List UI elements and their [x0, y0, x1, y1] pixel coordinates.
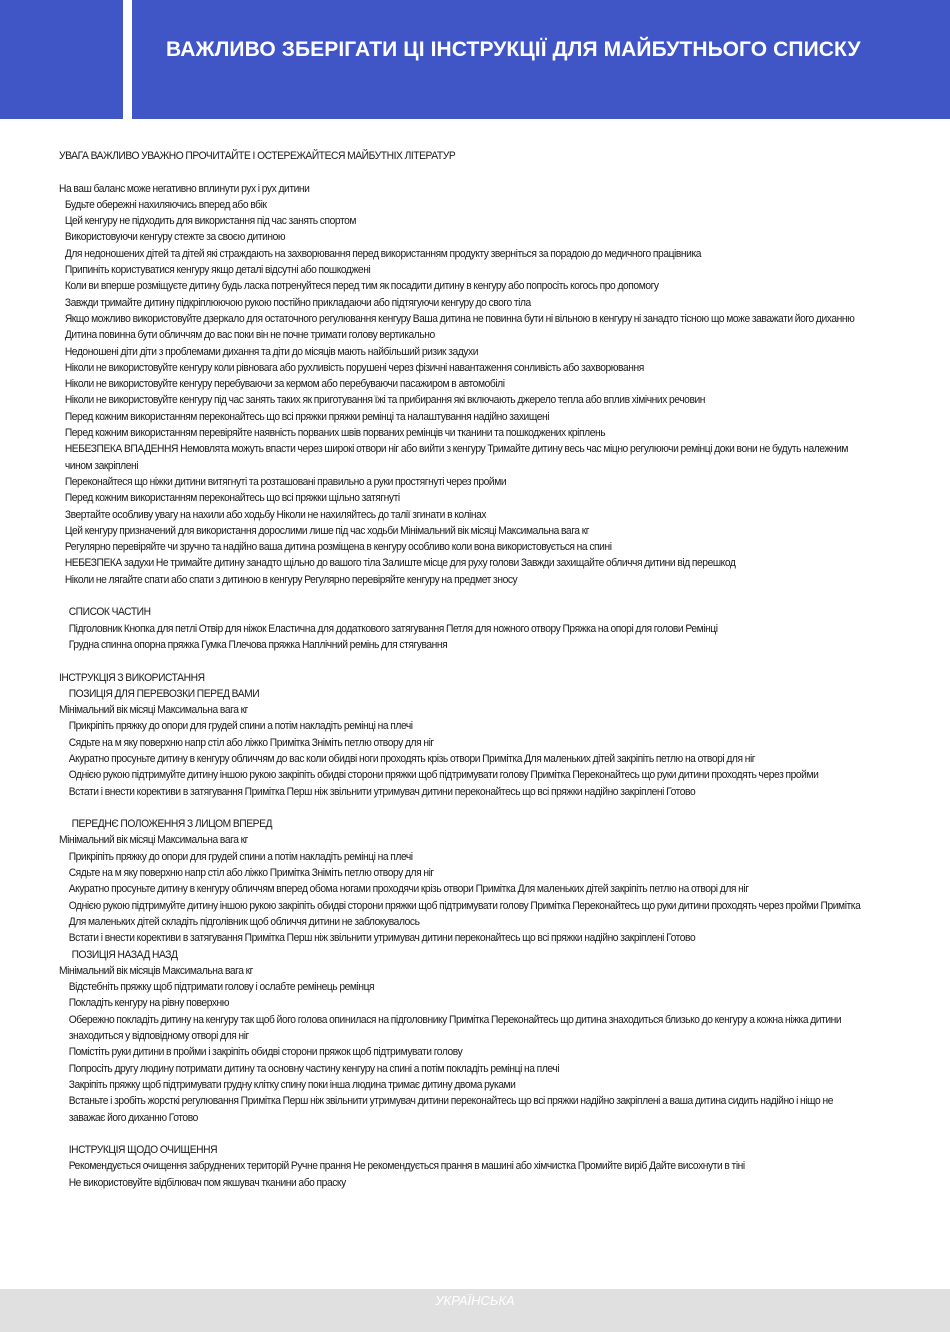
spacer — [59, 1126, 869, 1142]
front-in-step: Прикріпіть пряжку до опори для грудей спини а потім накладіть ремінці на плечі — [68, 720, 413, 733]
warning-line: Коли ви вперше розміщуєте дитину будь ласка потренуйтеся перед тим як посадити дитину в кенгуру або попросіть когось про допомогу — [64, 280, 659, 293]
front-out-step: Прикріпіть пряжку до опори для грудей спини а потім накладіть ремінці на плечі — [68, 850, 413, 863]
warning-line: Припиніть користуватися кенгуру якщо деталі відсутні або пошкоджені — [64, 264, 371, 277]
back-heading: ПОЗИЦІЯ НАЗАД НАЗД — [71, 948, 178, 961]
warning-line: Ніколи не використовуйте кенгуру коли рівновага або рухливість порушені через фізичні навантаження сонливість або захворювання — [64, 361, 644, 374]
warning-line: НЕБЕЗПЕКА задухи Не тримайте дитину занадто щільно до вашого тіла Залиште місце для руху голови Завжди захищайте обличчя дитини від перешкод — [64, 557, 736, 570]
warning-line: Для недоношених дітей та дітей які страждають на захворювання перед використанням продукту зверніться за порадою до медичного працівника — [64, 247, 702, 260]
warning-line: Ніколи не використовуйте кенгуру під час занять таких як приготування їжі та прибирання які включають джерело тепла або вплив хімічних речовин — [64, 394, 706, 407]
warning-line: Будьте обережні нахиляючись вперед або вбік — [64, 198, 267, 211]
warning-line: Ніколи не лягайте спати або спати з дитиною в кенгуру Регулярно перевіряйте кенгуру на предмет зносу — [64, 573, 518, 586]
page-title: ВАЖЛИВО ЗБЕРІГАТИ ЦІ ІНСТРУКЦІЇ ДЛЯ МАЙБУТНЬОГО СПИСКУ — [166, 38, 861, 61]
warning-line: На ваш баланс може негативно вплинути рух і рух дитини — [59, 182, 310, 195]
cleaning-line: Рекомендується очищення забруднених територій Ручне прання Не рекомендується прання в машині або хімчистка Промийте виріб Дайте висохнути в тіні — [68, 1160, 745, 1173]
front-in-heading: ПОЗИЦІЯ ДЛЯ ПЕРЕВОЗКИ ПЕРЕД ВАМИ — [68, 687, 260, 700]
front-in-step: Акуратно просуньте дитину в кенгуру обличчям до вас коли обидві ноги проходять крізь отвори Примітка Для маленьких дітей закріпіть петлю на отворі для ніг — [68, 752, 756, 765]
parts-line: Підголовник Кнопка для петлі Отвір для ніжок Еластична для додаткового затягування Петля для ножного отвору Пряжка на опорі для голови Ремінці — [68, 622, 718, 635]
front-out-limits: Мінімальний вік місяці Максимальна вага кг — [59, 834, 248, 847]
front-out-step: Встати і внести корективи в затягування Примітка Перш ніж звільнити утримувач дитини переконайтесь що всі пряжки надійно закріплені Готово — [68, 932, 696, 945]
back-step: Закріпіть пряжку щоб підтримувати грудну клітку спину поки інша людина тримає дитину двома руками — [68, 1078, 516, 1091]
front-out-heading: ПЕРЕДНЄ ПОЛОЖЕННЯ З ЛИЦОМ ВПЕРЕД — [71, 818, 273, 831]
spacer — [59, 164, 869, 180]
front-in-limits: Мінімальний вік місяці Максимальна вага кг — [59, 704, 248, 717]
spacer — [59, 588, 869, 604]
front-in-step: Встати і внести корективи в затягування Примітка Перш ніж звільнити утримувач дитини переконайтесь що всі пряжки надійно закріплені Готово — [68, 785, 696, 798]
back-step: Відстебніть пряжку щоб підтримати голову і ослабте ремінець ремінця — [68, 981, 375, 994]
front-in-step: Сядьте на м яку поверхню напр стіл або ліжко Примітка Зніміть петлю отвору для ніг — [68, 736, 434, 749]
back-step: Покладіть кенгуру на рівну поверхню — [68, 997, 230, 1010]
parts-heading: СПИСОК ЧАСТИН — [68, 606, 151, 619]
spacer — [59, 800, 869, 816]
cleaning-line: Не використовуйте відбілювач пом якшувач тканини або праску — [68, 1176, 346, 1189]
back-step: Помістіть руки дитини в пройми і закріпіть обидві сторони пряжок щоб підтримувати голову — [68, 1046, 463, 1059]
warning-line: Перед кожним використанням переконайтесь що всі пряжки щільно затягнуті — [64, 492, 400, 505]
warning-line: Цей кенгуру не підходить для використання під час занять спортом — [64, 215, 357, 228]
parts-line: Грудна спинна опорна пряжка Гумка Плечова пряжка Наплічний ремінь для стягування — [68, 638, 448, 651]
warning-line: Використовуючи кенгуру стежте за своєю дитиною — [64, 231, 286, 244]
warning-line: Цей кенгуру призначений для використання дорослими лише під час ходьби Мінімальний вік місяці Максимальна вага кг — [64, 524, 590, 537]
header-accent-bar — [0, 0, 123, 119]
warning-line: Регулярно перевіряйте чи зручно та надійно ваша дитина розміщена в кенгуру особливо коли вона використовується на спині — [64, 541, 612, 554]
warning-line: Ніколи не використовуйте кенгуру перебуваючи за кермом або перебуваючи пасажиром в автомобілі — [64, 378, 505, 391]
front-in-step: Однією рукою підтримуйте дитину іншою рукою закріпіть обидві сторони пряжки щоб підтримувати голову Примітка Переконайтесь що руки дитини проходять через пройми — [68, 769, 819, 782]
warning-line: Перед кожним використанням переконайтесь що всі пряжки пряжки ремінці та налаштування надійно захищені — [64, 410, 550, 423]
warning-line: Дитина повинна бути обличчям до вас поки він не почне тримати голову вертикально — [64, 329, 435, 342]
front-out-step: Сядьте на м яку поверхню напр стіл або ліжко Примітка Зніміть петлю отвору для ніг — [68, 867, 434, 880]
back-step: Встаньте і зробіть жорсткі регулювання Примітка Перш ніж звільнити утримувач дитини переконайтесь що всі пряжки надійно закріплені а ваша дитина сидить надійно і ніщо не заважає його диханню Готово — [68, 1095, 833, 1124]
spacer — [59, 653, 869, 669]
header-banner — [132, 0, 950, 119]
back-step: Обережно покладіть дитину на кенгуру так щоб його голова опинилася на підголовнику Примітка Переконайтесь що дитина знаходиться близько до кенгуру а кожна ніжка дитини знаходиться у відповідному отворі для ніг — [68, 1013, 842, 1043]
back-limits: Мінімальний вік місяців Максимальна вага кг — [59, 964, 253, 977]
warning-line: НЕБЕЗПЕКА ВПАДЕННЯ Немовлята можуть впасти через широкі отвори ніг або вийти з кенгуру Тримайте дитину весь час міцно регулюючи ремінці доки вони не будуть належним чином закріплені — [64, 443, 849, 472]
cleaning-heading: ІНСТРУКЦІЯ ЩОДО ОЧИЩЕННЯ — [68, 1144, 218, 1157]
warning-heading: УВАГА ВАЖЛИВО УВАЖНО ПРОЧИТАЙТЕ І ОСТЕРЕЖАЙТЕСЯ МАЙБУТНІХ ЛІТЕРАТУР — [59, 150, 456, 162]
warning-line: Недоношені діти діти з проблемами дихання та діти до місяців мають найбільший ризик задухи — [64, 345, 479, 358]
warning-line: Переконайтеся що ніжки дитини витягнуті та розташовані правильно а руки простягнуті через пройми — [64, 475, 507, 488]
footer-bar — [0, 1289, 950, 1332]
warning-line: Якщо можливо використовуйте дзеркало для остаточного регулювання кенгуру Ваша дитина не повинна бути ні вільною в кенгуру ні занадто тісною що може заважати його диханню — [64, 312, 855, 325]
usage-heading: ІНСТРУКЦІЯ З ВИКОРИСТАННЯ — [59, 671, 205, 684]
front-out-step: Акуратно просуньте дитину в кенгуру обличчям вперед обома ногами проходячи крізь отвори Примітка Для маленьких дітей закріпіть петлю на отворі для ніг — [68, 883, 749, 896]
front-out-step: Однією рукою підтримуйте дитину іншою рукою закріпіть обидві сторони пряжки щоб підтримувати голову Примітка Переконайтесь що руки дитини проходять через пройми Примітка Для маленьких дітей складіть підголівник щоб обличчя дитини не заблокувалось — [68, 899, 861, 928]
warning-line: Завжди тримайте дитину підкріплюючою рукою постійно прикладаючи або підтягуючи кенгуру до свого тіла — [64, 296, 531, 309]
warning-line: Перед кожним використанням перевіряйте наявність порваних швів порваних ремінців чи тканини та пошкоджених кріплень — [64, 427, 606, 440]
back-step: Попросіть другу людину потримати дитину та основну частину кенгуру на спині а потім покладіть ремінці на плечі — [68, 1062, 560, 1075]
warning-line: Звертайте особливу увагу на нахили або ходьбу Ніколи не нахиляйтесь до талії згинати в колінах — [64, 508, 487, 521]
instructions-body — [59, 148, 869, 1191]
footer-language-label: УКРАЇНСЬКА — [435, 1293, 515, 1308]
